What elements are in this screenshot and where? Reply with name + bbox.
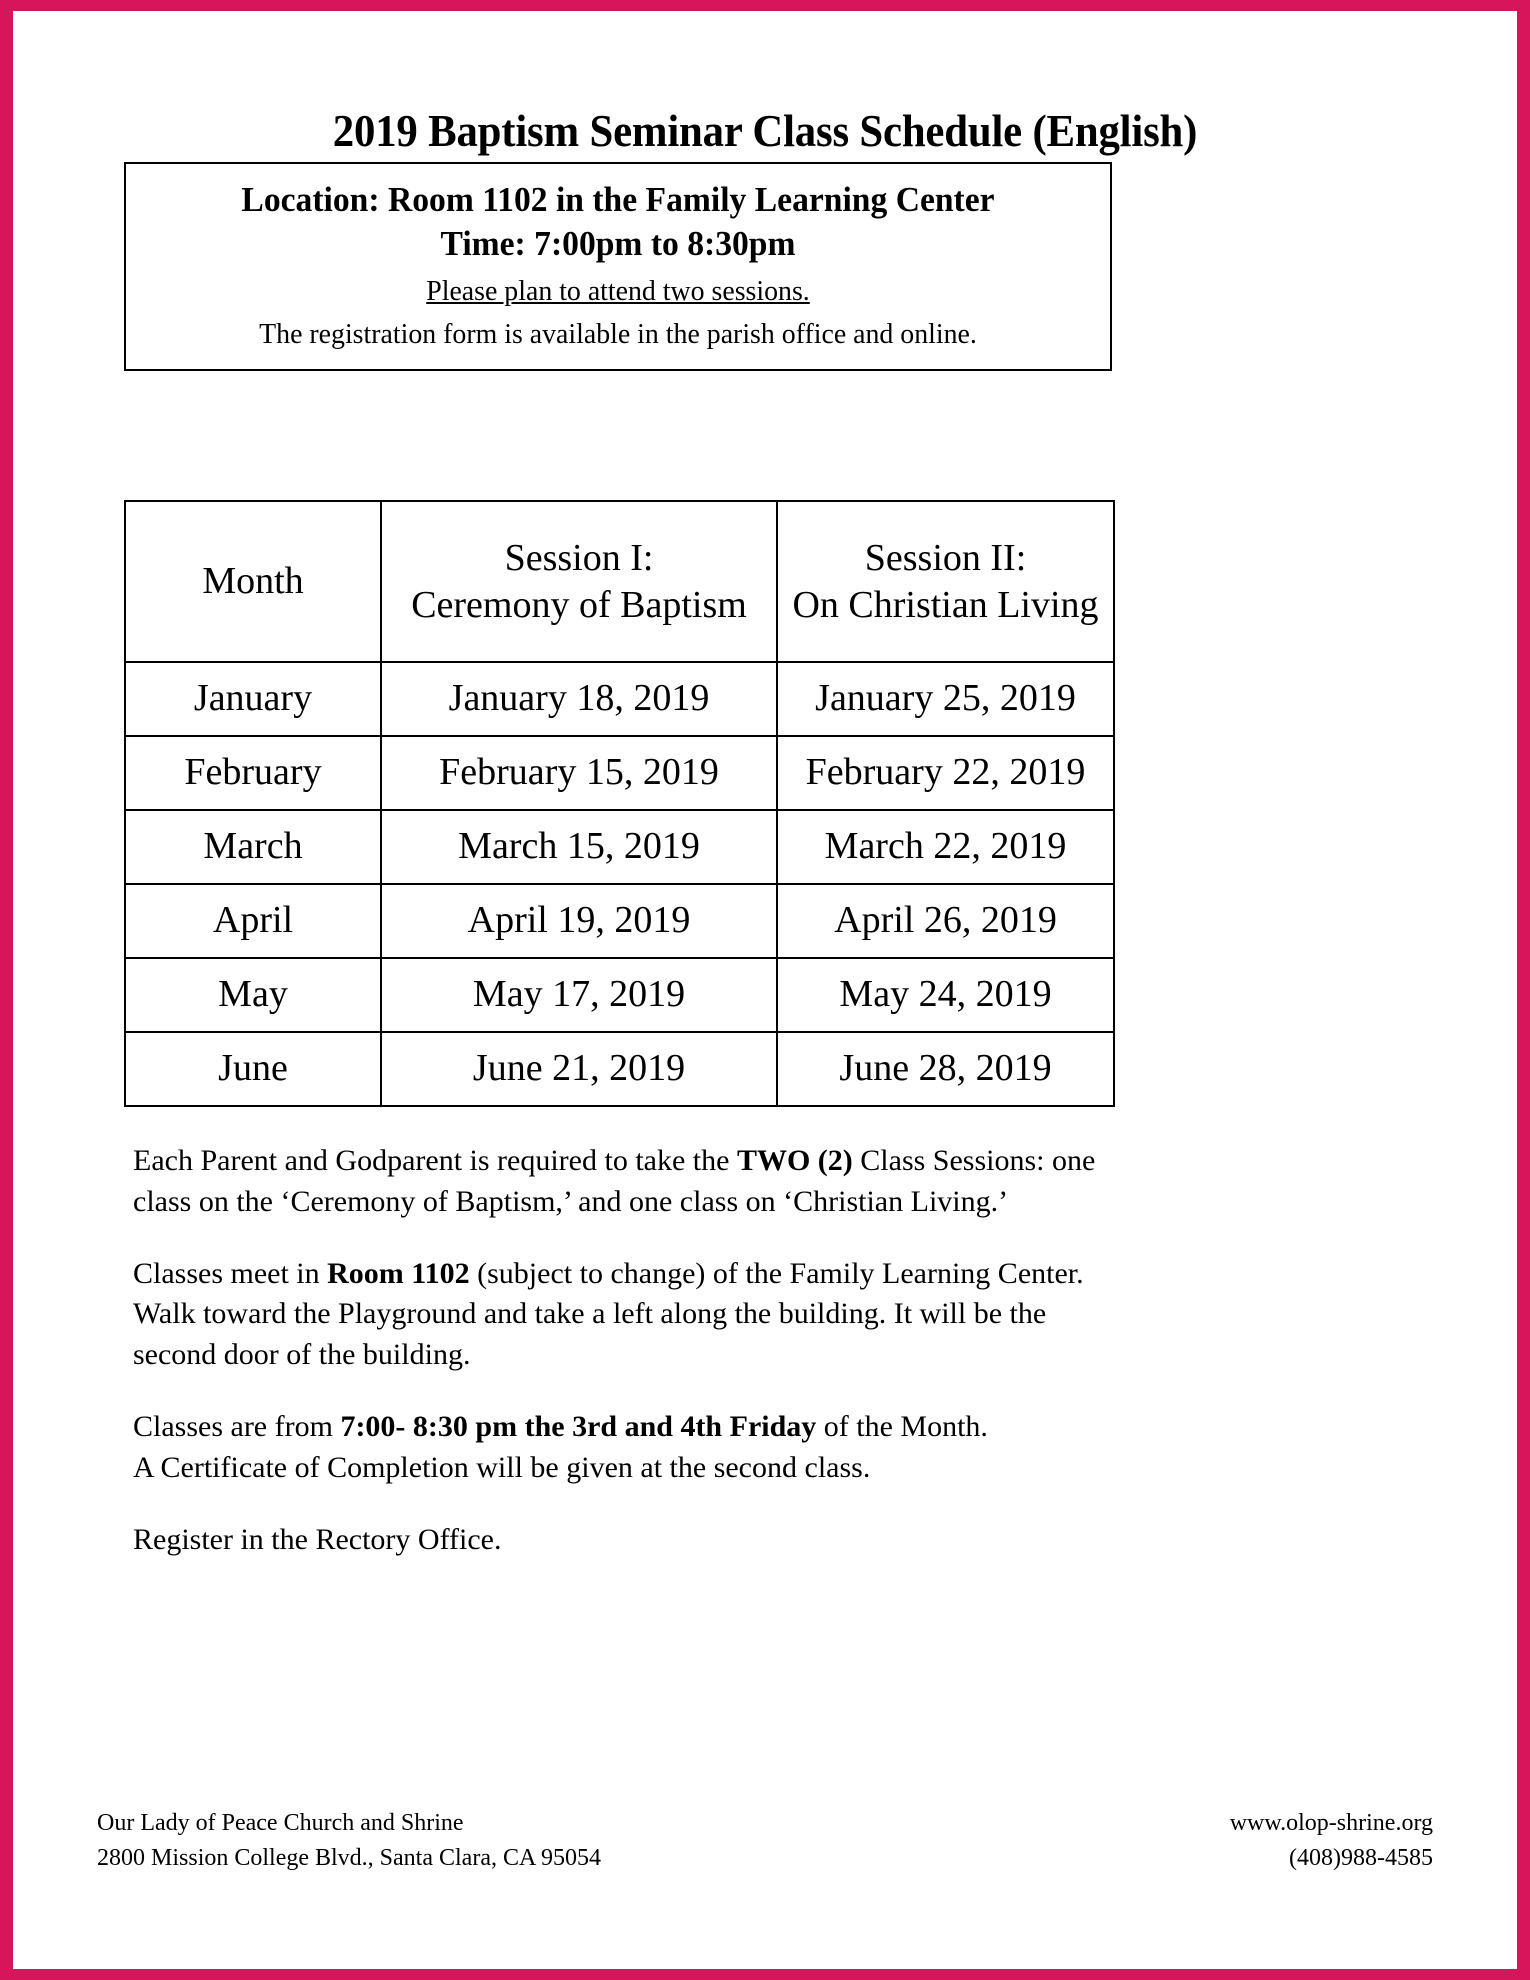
paragraph-requirement — [133, 1141, 1119, 1223]
schedule-table — [124, 500, 1115, 1107]
info-location-line: Location: Room 1102 in the Family Learning Center — [241, 180, 995, 219]
cell-session-2: June 28, 2019 — [777, 1032, 1114, 1106]
cell-month: March — [125, 810, 381, 884]
table-row — [125, 736, 1114, 810]
table-row — [125, 958, 1114, 1032]
info-sessions-note: Please plan to attend two sessions. — [426, 274, 810, 307]
table-row — [125, 1032, 1114, 1106]
paragraph-requirement-emphasis: TWO (2) — [736, 1144, 853, 1177]
column-header-session-2-line2: On Christian Living — [792, 583, 1099, 626]
footer-right-block — [1230, 1806, 1433, 1875]
info-time-line: Time: 7:00pm to 8:30pm — [440, 224, 796, 264]
paragraph-location-emphasis: Room 1102 — [327, 1256, 470, 1290]
cell-month: April — [125, 884, 381, 958]
page-footer — [97, 1806, 1433, 1875]
cell-session-2: February 22, 2019 — [777, 736, 1114, 810]
page-sheet — [13, 11, 1517, 1969]
footer-phone: (408)988-4585 — [1289, 1844, 1433, 1871]
column-header-session-2 — [777, 501, 1114, 662]
paragraph-location-part-1: Classes meet in — [133, 1256, 328, 1290]
schedule-table-wrapper — [124, 500, 1113, 1107]
column-header-session-1-line1: Session I: — [504, 537, 654, 580]
paragraph-times-part-1: Classes are from — [133, 1409, 341, 1443]
cell-session-2: May 24, 2019 — [777, 958, 1114, 1032]
paragraph-location-part-2: (subject to change) of the Family Learning Center. Walk toward the Playground and take a left along the building. It will be the second door of the building. — [133, 1256, 1084, 1372]
paragraph-certificate: A Certificate of Completion will be given at the second class. — [133, 1450, 871, 1484]
paragraph-requirement-part-2: Class Sessions: one class on the ‘Ceremony of Baptism,’ and one class on ‘Christian Living.’ — [133, 1144, 1096, 1218]
footer-address: 2800 Mission College Blvd., Santa Clara, CA 95054 — [97, 1844, 601, 1871]
cell-session-1: June 21, 2019 — [381, 1032, 777, 1106]
footer-org-name: Our Lady of Peace Church and Shrine — [97, 1810, 464, 1836]
cell-session-2: January 25, 2019 — [777, 662, 1114, 736]
cell-session-1: February 15, 2019 — [381, 736, 777, 810]
paragraph-times-part-2: of the Month. — [816, 1409, 988, 1443]
cell-session-1: April 19, 2019 — [381, 884, 777, 958]
cell-session-1: May 17, 2019 — [381, 958, 777, 1032]
cell-month: February — [125, 736, 381, 810]
footer-website[interactable]: www.olop-shrine.org — [1229, 1810, 1433, 1836]
paragraph-requirement-part-1: Each Parent and Godparent is required to take the — [133, 1144, 737, 1177]
footer-left-block — [97, 1806, 601, 1875]
column-header-month-label: Month — [202, 560, 304, 603]
page-title: 2019 Baptism Seminar Class Schedule (English) — [332, 104, 1198, 156]
table-row — [125, 884, 1114, 958]
schedule-table-body — [125, 662, 1114, 1106]
table-row — [125, 810, 1114, 884]
cell-month: May — [125, 958, 381, 1032]
table-row — [125, 662, 1114, 736]
info-box — [124, 162, 1112, 371]
cell-month: January — [125, 662, 381, 736]
paragraph-register-text: Register in the Rectory Office. — [133, 1522, 502, 1556]
cell-session-2: March 22, 2019 — [777, 810, 1114, 884]
table-header-row — [125, 501, 1114, 662]
paragraph-times — [133, 1407, 1119, 1489]
schedule-table-head — [125, 501, 1114, 662]
body-copy — [133, 1141, 1119, 1560]
column-header-session-1-line2: Ceremony of Baptism — [411, 583, 747, 626]
cell-session-1: January 18, 2019 — [381, 662, 777, 736]
column-header-session-2-line1: Session II: — [864, 537, 1027, 580]
column-header-session-1 — [381, 501, 777, 662]
cell-session-2: April 26, 2019 — [777, 884, 1114, 958]
info-registration-note: The registration form is available in the parish office and online. — [259, 318, 977, 351]
column-header-month — [125, 501, 381, 662]
paragraph-location — [133, 1254, 1119, 1376]
cell-session-1: March 15, 2019 — [381, 810, 777, 884]
cell-month: June — [125, 1032, 381, 1106]
paragraph-register — [133, 1520, 1119, 1561]
paragraph-times-emphasis: 7:00- 8:30 pm the 3rd and 4th Friday — [340, 1409, 817, 1443]
